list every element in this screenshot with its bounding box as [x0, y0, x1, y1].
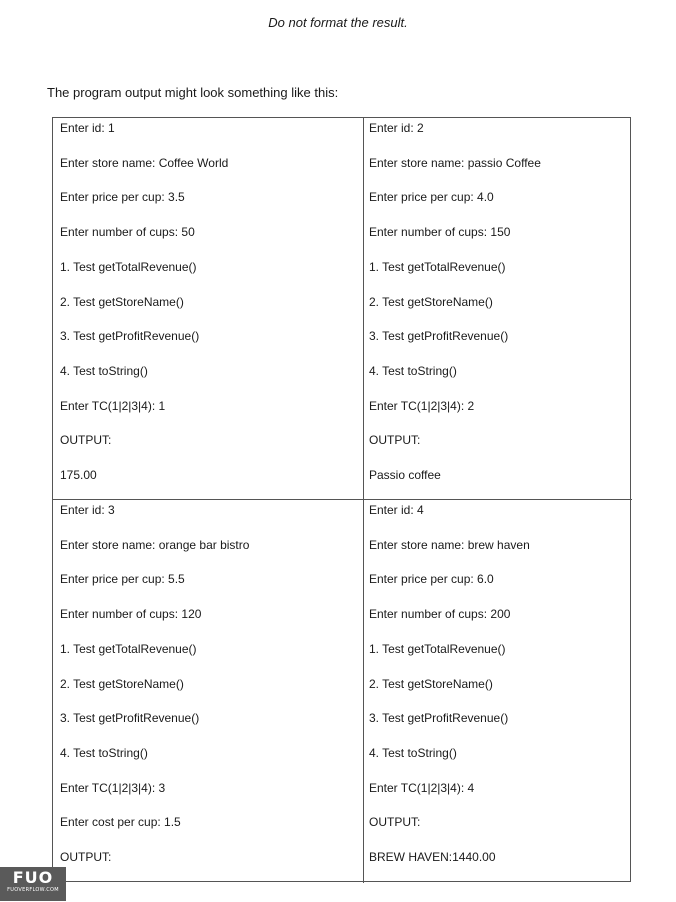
cell-line: Enter number of cups: 120 — [60, 607, 202, 622]
cell-line: Enter number of cups: 200 — [369, 607, 511, 622]
cell-line: 3. Test getProfitRevenue() — [60, 711, 200, 726]
cell-line: OUTPUT: — [60, 850, 112, 864]
cell-line: 2. Test getStoreName() — [369, 676, 493, 691]
cell-line: 175.00 — [60, 468, 97, 482]
cell-line: 2. Test getStoreName() — [369, 294, 493, 309]
watermark-site-text: FUOVERFLOW.COM — [7, 887, 59, 893]
cell-line: Enter store name: brew haven — [369, 537, 530, 552]
cell-line: Enter store name: Coffee World — [60, 155, 229, 170]
cell-line: 1. Test getTotalRevenue() — [369, 641, 506, 656]
output-cell-2 — [364, 118, 632, 500]
cell-line: Enter TC(1|2|3|4): 4 — [369, 780, 475, 795]
cell-line: Enter TC(1|2|3|4): 3 — [60, 780, 166, 795]
cell-line: Enter store name: orange bar bistro — [60, 537, 250, 552]
cell-line: Enter price per cup: 4.0 — [369, 190, 494, 205]
cell-line: 3. Test getProfitRevenue() — [60, 329, 200, 344]
cell-line: Passio coffee — [369, 468, 441, 482]
cell-line: 4. Test toString() — [60, 745, 148, 760]
cell-line: 4. Test toString() — [60, 363, 148, 378]
cell-line: Enter id: 2 — [369, 121, 424, 135]
cell-line: Enter id: 4 — [369, 503, 424, 517]
cell-line: 3. Test getProfitRevenue() — [369, 329, 509, 344]
watermark-logo — [0, 867, 66, 901]
cell-line: Enter id: 1 — [60, 121, 115, 135]
cell-line: 1. Test getTotalRevenue() — [60, 641, 197, 656]
cell-line: 3. Test getProfitRevenue() — [369, 711, 509, 726]
cell-line: Enter TC(1|2|3|4): 2 — [369, 398, 475, 413]
cell-line: Enter price per cup: 6.0 — [369, 572, 494, 587]
intro-text: The program output might look something like this: — [47, 85, 339, 100]
format-note: Do not format the result. — [268, 15, 408, 30]
cell-line: Enter cost per cup: 1.5 — [60, 815, 181, 830]
cell-line: Enter price per cup: 5.5 — [60, 572, 185, 587]
cell-line: OUTPUT: — [60, 433, 112, 448]
cell-line: Enter TC(1|2|3|4): 1 — [60, 398, 166, 413]
output-cell-3 — [53, 500, 364, 883]
cell-line: 1. Test getTotalRevenue() — [369, 259, 506, 274]
output-cell-4 — [364, 500, 632, 883]
cell-line: OUTPUT: — [369, 815, 421, 830]
cell-line: 1. Test getTotalRevenue() — [60, 259, 197, 274]
cell-line: 2. Test getStoreName() — [60, 294, 184, 309]
watermark-logo-text: FUO — [12, 868, 54, 887]
cell-line: 4. Test toString() — [369, 363, 457, 378]
output-table — [52, 117, 631, 882]
cell-line: Enter number of cups: 50 — [60, 225, 195, 240]
cell-line: Enter store name: passio Coffee — [369, 155, 541, 170]
cell-line: Enter price per cup: 3.5 — [60, 190, 185, 205]
cell-line: Enter number of cups: 150 — [369, 225, 511, 240]
cell-line: OUTPUT: — [369, 433, 421, 448]
cell-line: Enter id: 3 — [60, 503, 115, 517]
cell-line: BREW HAVEN:1440.00 — [369, 850, 496, 864]
cell-line: 2. Test getStoreName() — [60, 676, 184, 691]
output-cell-1 — [53, 118, 364, 500]
cell-line: 4. Test toString() — [369, 745, 457, 760]
